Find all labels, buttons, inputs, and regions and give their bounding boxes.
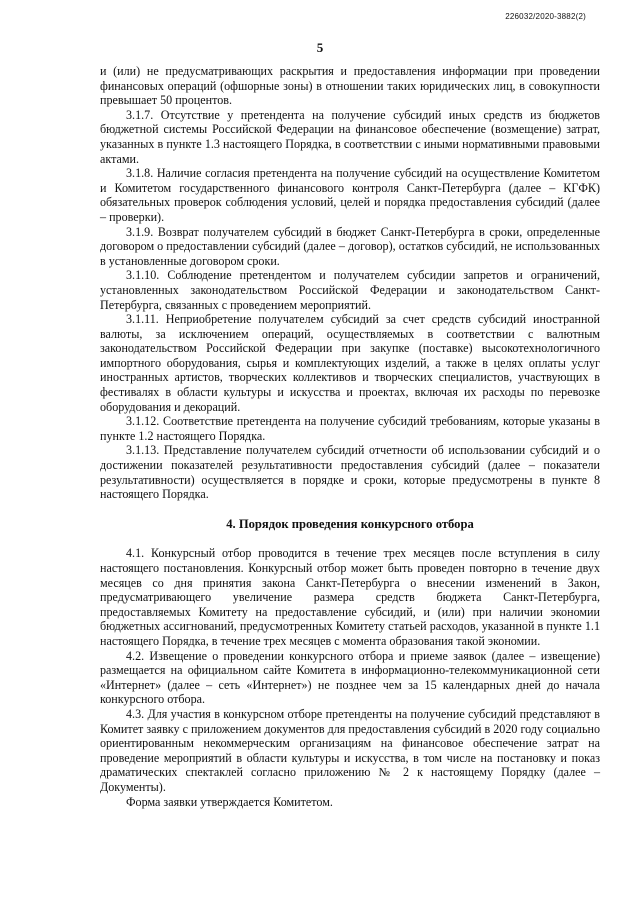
paragraph-3-1-13: 3.1.13. Представление получателем субсидий отчетности об использовании субсидий и о достижении показателей результативности предоставления субсидий (далее – показатели результативности) осуществляется в порядке и сроки, которые предусмотрены в пункте 8 настоящего Порядка. (100, 443, 600, 502)
paragraph-3-1-8: 3.1.8. Наличие согласия претендента на получение субсидий на осуществление Комитетом и Комитетом государственного финансового контроля Санкт-Петербурга (далее – КГФК) обязательных проверок соблюдения условий, целей и порядка предоставления субсидий (далее – проверки). (100, 166, 600, 224)
paragraph-form: Форма заявки утверждается Комитетом. (126, 794, 333, 809)
paragraph-3-1-7: 3.1.7. Отсутствие у претендента на получение субсидий иных средств из бюджетов бюджетной системы Российской Федерации на финансовое обеспечение (возмещение) затрат, указанных в пункте 1.3 настоящего Порядка, в соответствии с иными нормативными правовыми актами. (100, 107, 600, 166)
document-number: 226032/2020-3882(2) (505, 12, 586, 21)
paragraph-3-1-9: 3.1.9. Возврат получателем субсидий в бюджет Санкт-Петербурга в сроки, определенные договором о предоставлении субсидий (далее – договор), остатков субсидий, не использованных в установленные договором сроки. (100, 224, 600, 268)
page-number: 5 (316, 40, 324, 55)
paragraph-3-1-10: 3.1.10. Соблюдение претендентом и получателем субсидии запретов и ограничений, установленных законодательством Российской Федерации и законодательством Санкт-Петербурга, связанных с проведением мероприятий. (100, 268, 600, 312)
paragraph-4-1: 4.1. Конкурсный отбор проводится в течение трех месяцев после вступления в силу настоящего постановления. Конкурсный отбор может быть проведен повторно в течение двух месяцев со дня принятия закона Санкт-Петербурга о внесении изменений в Закон, предусматривающего увеличение размера средств бюджета Санкт-Петербурга, предоставляемых Комитету на предоставление субсидий, и (или) при наличии экономии бюджетных ассигнований, предусмотренных Комитету статьей расходов, указанной в пункте 1.1 настоящего Порядка, в течение трех месяцев с момента образования такой экономии. (100, 546, 600, 648)
paragraph-4-2: 4.2. Извещение о проведении конкурсного отбора и приеме заявок (далее – извещение) размещается на официальном сайте Комитета в информационно-телекоммуникационной сети «Интернет» (далее – сеть «Интернет») не позднее чем за 15 календарных дней до начала конкурсного отбора. (100, 648, 600, 707)
paragraph-3-1-11: 3.1.11. Неприобретение получателем субсидий за счет средств субсидий иностранной валюты, за исключением операций, осуществляемых в соответствии с валютным законодательством Российской Федерации при закупке (поставке) высокотехнологичного импортного оборудования, сырья и комплектующих изделий, а также в целях оплаты услуг иностранных артистов, творческих коллективов и творческих специалистов, участвующих в фестивалях в области культуры и искусства и проектах, включая их расходы по перевозке оборудования и декораций. (100, 312, 600, 414)
paragraph-continuation: и (или) не предусматривающих раскрытия и предоставления информации при проведении финансовых операций (офшорные зоны) в отношении таких юридических лиц, в совокупности превышает 50 процентов. (100, 64, 600, 108)
paragraph-3-1-12: 3.1.12. Соответствие претендента на получение субсидий требованиям, которые указаны в пункте 1.2 настоящего Порядка. (100, 414, 600, 443)
paragraph-4-3: 4.3. Для участия в конкурсном отборе претенденты на получение субсидий представляют в Комитет заявку с приложением документов для предоставления субсидий в 2020 году социально ориентированным некоммерческим организациям на финансовое обеспечение затрат на проведение мероприятий в области культуры и искусства, в том числе на постановку и показ драматических спектаклей согласно приложению № 2 к настоящему Порядку (далее – Документы). (100, 706, 600, 794)
document-body (100, 64, 600, 809)
section-heading: 4. Порядок проведения конкурсного отбора (226, 516, 474, 531)
